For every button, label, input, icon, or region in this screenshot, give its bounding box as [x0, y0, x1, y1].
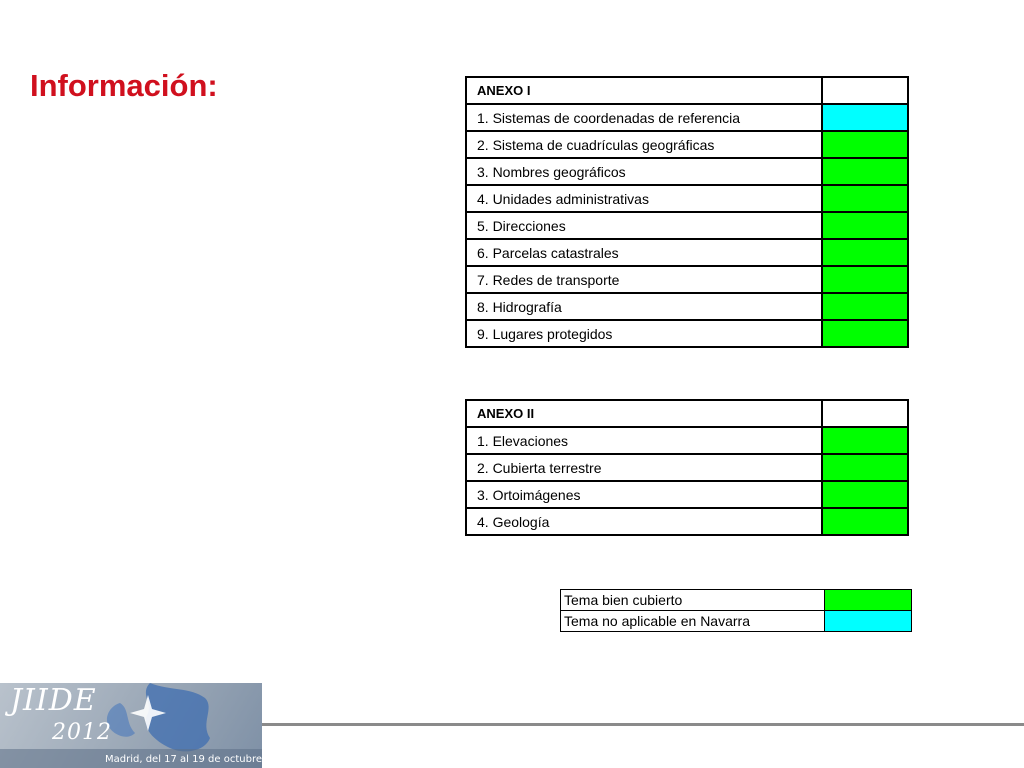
theme-label: 1. Sistemas de coordenadas de referencia	[466, 104, 822, 131]
legend-not-applicable-swatch	[825, 611, 912, 632]
footer-divider	[262, 723, 1024, 726]
annex-2-header-swatch	[822, 400, 908, 427]
status-swatch	[822, 185, 908, 212]
theme-label: 9. Lugares protegidos	[466, 320, 822, 347]
theme-label: 1. Elevaciones	[466, 427, 822, 454]
annex-1-header-row	[466, 77, 908, 104]
legend-row-covered	[561, 590, 912, 611]
annex-1-header-swatch	[822, 77, 908, 104]
table-row	[466, 320, 908, 347]
legend-table	[560, 589, 912, 632]
table-row	[466, 239, 908, 266]
status-swatch	[822, 266, 908, 293]
legend-row-not-applicable	[561, 611, 912, 632]
theme-label: 2. Cubierta terrestre	[466, 454, 822, 481]
legend-not-applicable-label: Tema no aplicable en Navarra	[561, 611, 825, 632]
table-row	[466, 454, 908, 481]
theme-label: 5. Direcciones	[466, 212, 822, 239]
table-row	[466, 185, 908, 212]
logo-date: Madrid, del 17 al 19 de octubre	[105, 754, 262, 765]
status-swatch	[822, 508, 908, 535]
theme-label: 2. Sistema de cuadrículas geográficas	[466, 131, 822, 158]
table-row	[466, 104, 908, 131]
status-swatch	[822, 481, 908, 508]
logo-year: 2012	[52, 720, 112, 745]
table-row	[466, 293, 908, 320]
status-swatch	[822, 320, 908, 347]
table-row	[466, 212, 908, 239]
conference-logo	[0, 683, 262, 768]
table-row	[466, 131, 908, 158]
table-row	[466, 508, 908, 535]
theme-label: 7. Redes de transporte	[466, 266, 822, 293]
status-swatch	[822, 104, 908, 131]
table-row	[466, 158, 908, 185]
table-row	[466, 266, 908, 293]
status-swatch	[822, 427, 908, 454]
theme-label: 3. Ortoimágenes	[466, 481, 822, 508]
status-swatch	[822, 212, 908, 239]
legend-covered-swatch	[825, 590, 912, 611]
theme-label: 4. Unidades administrativas	[466, 185, 822, 212]
annex-1-header: ANEXO I	[466, 77, 822, 104]
table-row	[466, 481, 908, 508]
page-title: Información:	[30, 68, 218, 103]
annex-2-header-row	[466, 400, 908, 427]
status-swatch	[822, 293, 908, 320]
annex-2-header: ANEXO II	[466, 400, 822, 427]
status-swatch	[822, 131, 908, 158]
status-swatch	[822, 239, 908, 266]
annex-1-table	[465, 76, 909, 348]
theme-label: 4. Geología	[466, 508, 822, 535]
theme-label: 6. Parcelas catastrales	[466, 239, 822, 266]
logo-title: JIIDE	[10, 683, 97, 718]
annex-2-table	[465, 399, 909, 536]
theme-label: 8. Hidrografía	[466, 293, 822, 320]
table-row	[466, 427, 908, 454]
status-swatch	[822, 158, 908, 185]
legend-covered-label: Tema bien cubierto	[561, 590, 825, 611]
theme-label: 3. Nombres geográficos	[466, 158, 822, 185]
status-swatch	[822, 454, 908, 481]
